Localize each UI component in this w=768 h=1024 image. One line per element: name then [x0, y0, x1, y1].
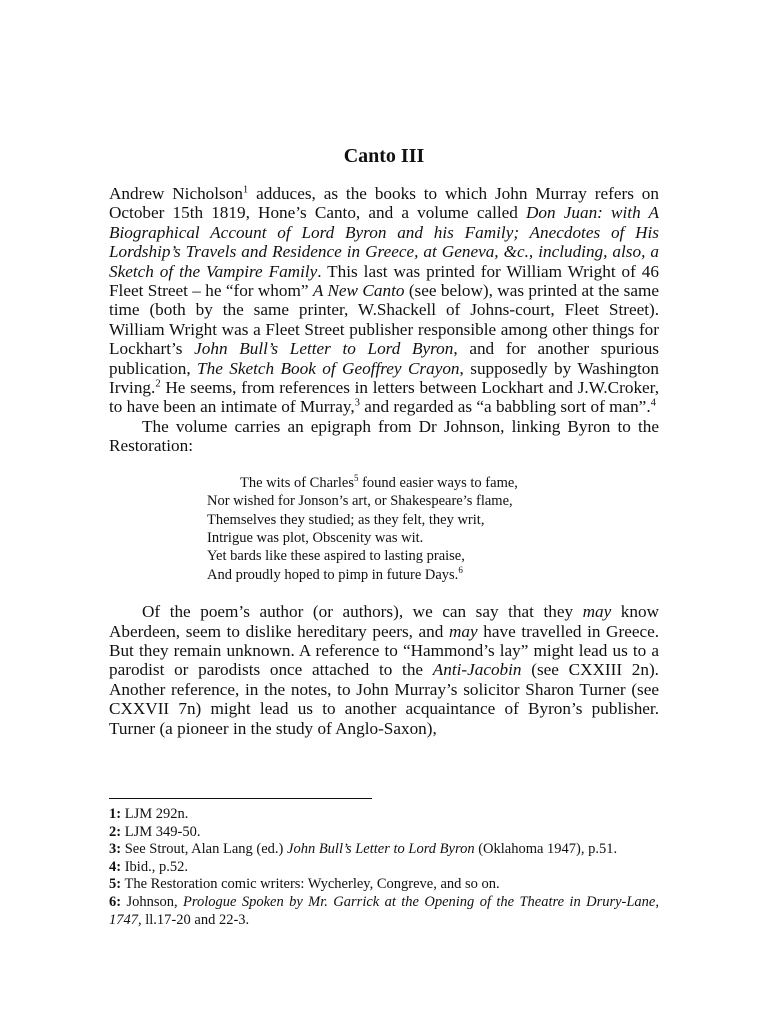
paragraph-1 — [109, 184, 659, 417]
footnote-3 — [109, 841, 659, 859]
text-run: know Aberdeen, seem to dislike hereditary peers, and — [109, 602, 659, 641]
text-run: , and for another spurious publication, — [109, 339, 659, 378]
footnotes — [109, 806, 659, 929]
text-run: See Strout, Alan Lang (ed.) — [121, 841, 288, 858]
italic-run: A New Canto — [312, 281, 405, 301]
text-run: found easier ways to fame, — [358, 474, 518, 491]
italic-run: may — [449, 621, 478, 641]
footnote-ref: 4 — [650, 397, 656, 409]
text-run: Johnson, — [121, 893, 184, 910]
text-run: The volume carries an epigraph from Dr Johnson, linking Byron to the Restoration: — [109, 416, 659, 456]
footnote-divider — [109, 798, 372, 799]
italic-run: Anti-Jacobin — [432, 660, 522, 680]
footnote-ref: 6 — [458, 564, 463, 575]
italic-run: The Sketch Book of Geoffrey Crayon — [197, 358, 460, 378]
text-run: Ibid., p.52. — [121, 858, 188, 875]
text-run: Intrigue was plot, Obscenity was wit. — [207, 529, 424, 546]
note-number: 1: — [109, 806, 122, 822]
italic-run: Prologue Spoken by Mr. Garrick at the Opening of the Theatre in Drury-Lane, 1747, — [109, 893, 659, 928]
footnote-6 — [109, 894, 659, 929]
text-run: and regarded as “a babbling sort of man”. — [359, 397, 651, 417]
text-run: He seems, from references in letters between Lockhart and J.W.Croker, to have been an intimate of Murray, — [109, 378, 659, 417]
text-run: (Oklahoma 1947), p.51. — [474, 841, 618, 858]
italic-run: John Bull’s Letter to Lord Byron — [287, 841, 475, 858]
text-run: (see CXXIII 2n). Another reference, in the notes, to John Murray’s solicitor Sharon Turner (see CXXVII 7n) might lead us to another acquaintance of Byron’s publisher. Turner (a pioneer in the study of Anglo-Saxon), — [109, 660, 659, 738]
text-run: LJM 292n. — [121, 806, 189, 822]
italic-run: John Bull’s Letter to Lord Byron — [194, 339, 454, 359]
footnote-4 — [109, 859, 659, 877]
epigraph-line-6 — [207, 566, 659, 584]
epigraph-line-1 — [207, 474, 659, 492]
italic-run: may — [582, 602, 612, 622]
paragraph-3 — [109, 602, 659, 738]
footnote-1 — [109, 806, 659, 824]
footnote-5 — [109, 876, 659, 894]
text-run: adduces, as the books to which John Murray refers on October 15th 1819, Hone’s Canto, and a volume called — [109, 184, 659, 223]
footnote-ref: 5 — [353, 472, 359, 483]
italic-run: Don Juan: with A Biographical Account of Lord Byron and his Family; Anecdotes of His Lordship’s Travels and Residence in Greece, at Geneva, &c., including, also, a Sketch of the Vampire Family — [109, 203, 659, 281]
epigraph-line-5 — [207, 547, 659, 565]
note-number: 4: — [109, 858, 122, 875]
text-run: ll.17-20 and 22-3. — [141, 911, 250, 928]
note-number: 2: — [109, 823, 122, 840]
text-run: Nor wished for Jonson’s art, or Shakespeare’s flame, — [207, 493, 513, 510]
epigraph-line-3 — [207, 511, 659, 529]
text-run: The Restoration comic writers: Wycherley, Congreve, and so on. — [121, 876, 500, 893]
epigraph-line-4 — [207, 529, 659, 547]
footnote-ref: 2 — [155, 378, 161, 390]
note-number: 6: — [109, 893, 122, 910]
main-text — [109, 184, 659, 738]
text-run: have travelled in Greece. But they remain unknown. A reference to “Hammond’s lay” might lead us to a parodist or parodists once attached to the — [109, 621, 660, 680]
footnote-ref: 1 — [242, 184, 249, 196]
note-number: 5: — [109, 876, 122, 893]
text-run: And proudly hoped to pimp in future Days. — [207, 566, 459, 583]
text-run: Yet bards like these aspired to lasting praise, — [207, 548, 465, 565]
text-run: Of the poem’s author (or authors), we can say that they — [142, 602, 583, 622]
paragraph-2 — [109, 417, 659, 456]
text-run: , supposedly by Washington Irving. — [109, 358, 659, 398]
note-number: 3: — [109, 841, 122, 858]
text-run: Themselves they studied; as they felt, they writ, — [207, 511, 485, 528]
text-run: . This last was printed for William Wright of 46 Fleet Street – he “for whom” — [109, 261, 659, 301]
epigraph-line-2 — [207, 492, 659, 510]
text-run: (see below), was printed at the same time (both by the same printer, W.Shackell of Johns-court, Fleet Street). William Wright was a Fleet Street publisher responsible among other things for Lockhart’s — [109, 281, 659, 359]
epigraph — [207, 474, 659, 584]
text-run: Andrew Nicholson — [109, 184, 243, 203]
page-title: Canto III — [343, 145, 425, 167]
footnote-2 — [109, 824, 659, 842]
text-run: The wits of Charles — [240, 474, 354, 491]
footnote-ref: 3 — [354, 397, 360, 409]
text-run: LJM 349-50. — [121, 823, 201, 840]
